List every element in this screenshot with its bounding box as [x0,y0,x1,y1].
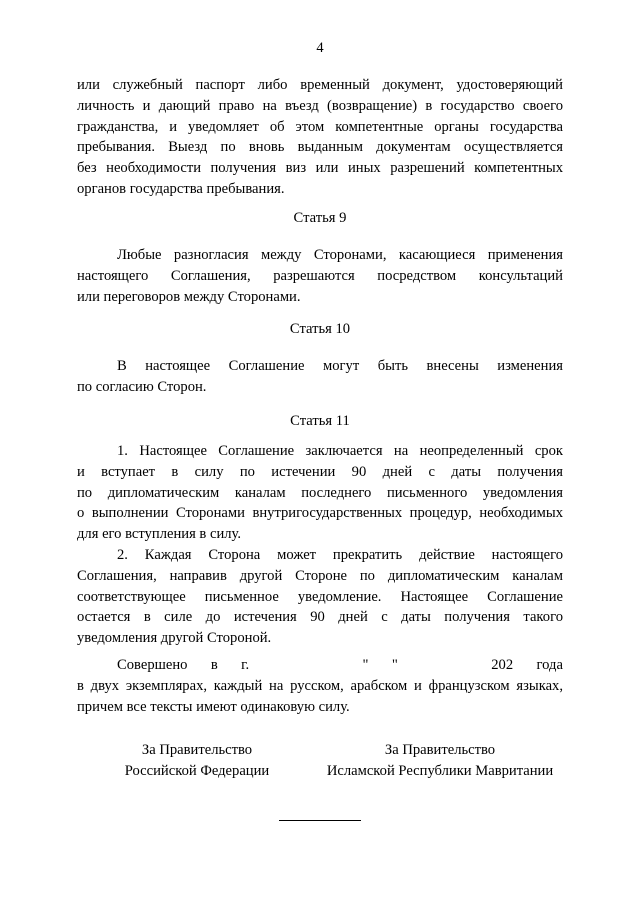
year-word: года [536,657,563,673]
article-9-text [77,245,563,307]
text-line: по согласию Сторон. [77,378,207,395]
footer-divider [279,820,361,821]
text-line: личность и дающий право на въезд (возвращение) в государство своего [77,97,563,114]
text-line: пребывания. Выезд по вновь выданным документам осуществляется [77,139,563,156]
article-9-heading: Статья 9 [293,210,347,226]
text-line: органов государства пребывания. [77,180,285,197]
city-abbr: г. [241,657,250,673]
signature-party: Исламской Республики Мавритании [326,762,554,779]
text-line: для его вступления в силу. [77,526,242,543]
signature-mauritania [317,740,563,782]
text-line: остается в силе до истечения 90 дней с даты получения такого [77,609,563,626]
text-line: Соглашения, направив другой Стороне по дипломатическим каналам [77,567,563,584]
concluded-prep: в [210,657,218,673]
paragraph-continuation [77,75,563,200]
text-line: без необходимости получения виз или иных разрешений компетентных [77,160,563,177]
quote-close: " [391,657,398,673]
signature-label: За Правительство [141,742,253,758]
text-line: по дипломатическим каналам последнего письменного уведомления [77,484,563,501]
article-11-clause-1 [77,441,563,545]
article-10-heading: Статья 10 [289,321,351,337]
signature-russia [77,740,317,782]
concluded-word: Совершено [117,657,188,673]
signature-party: Российской Федерации [124,762,270,779]
text-line: уведомления другой Стороной. [77,630,272,647]
year-prefix: 202 [491,657,514,673]
text-line: причем все тексты имеют одинаковую силу. [77,698,350,715]
text-line: Любые разногласия между Сторонами, касающиеся применения [117,247,563,263]
text-line: и вступает в силу по истечении 90 дней с даты получения [77,463,563,480]
text-line: 2. Каждая Сторона может прекратить действие настоящего [117,547,563,563]
text-line: 1. Настоящее Соглашение заключается на неопределенный срок [117,443,563,459]
signature-blocks [77,740,563,782]
quote-open: " [362,657,369,673]
concluded-first-line [77,655,563,676]
text-line: в двух экземплярах, каждый на русском, арабском и французском языках, [77,677,563,694]
article-11-heading: Статья 11 [290,413,350,429]
text-line: о выполнении Сторонами внутригосударственных процедур, необходимых [77,505,563,522]
text-line: соответствующее письменное уведомление. Настоящее Соглашение [77,588,563,605]
text-line: гражданства, и уведомляет об этом компетентные органы государства [77,118,563,135]
concluded-clause [77,655,563,717]
page-number: 4 [316,40,324,56]
article-10-text [77,356,563,398]
text-line: или переговоров между Сторонами. [77,288,301,305]
text-line: В настоящее Соглашение могут быть внесены изменения [117,358,563,374]
article-11-clause-2 [77,545,563,649]
signature-label: За Правительство [384,742,496,758]
text-line: настоящего Соглашения, разрешаются посредством консультаций [77,267,563,284]
text-line: или служебный паспорт либо временный документ, удостоверяющий [77,77,563,93]
